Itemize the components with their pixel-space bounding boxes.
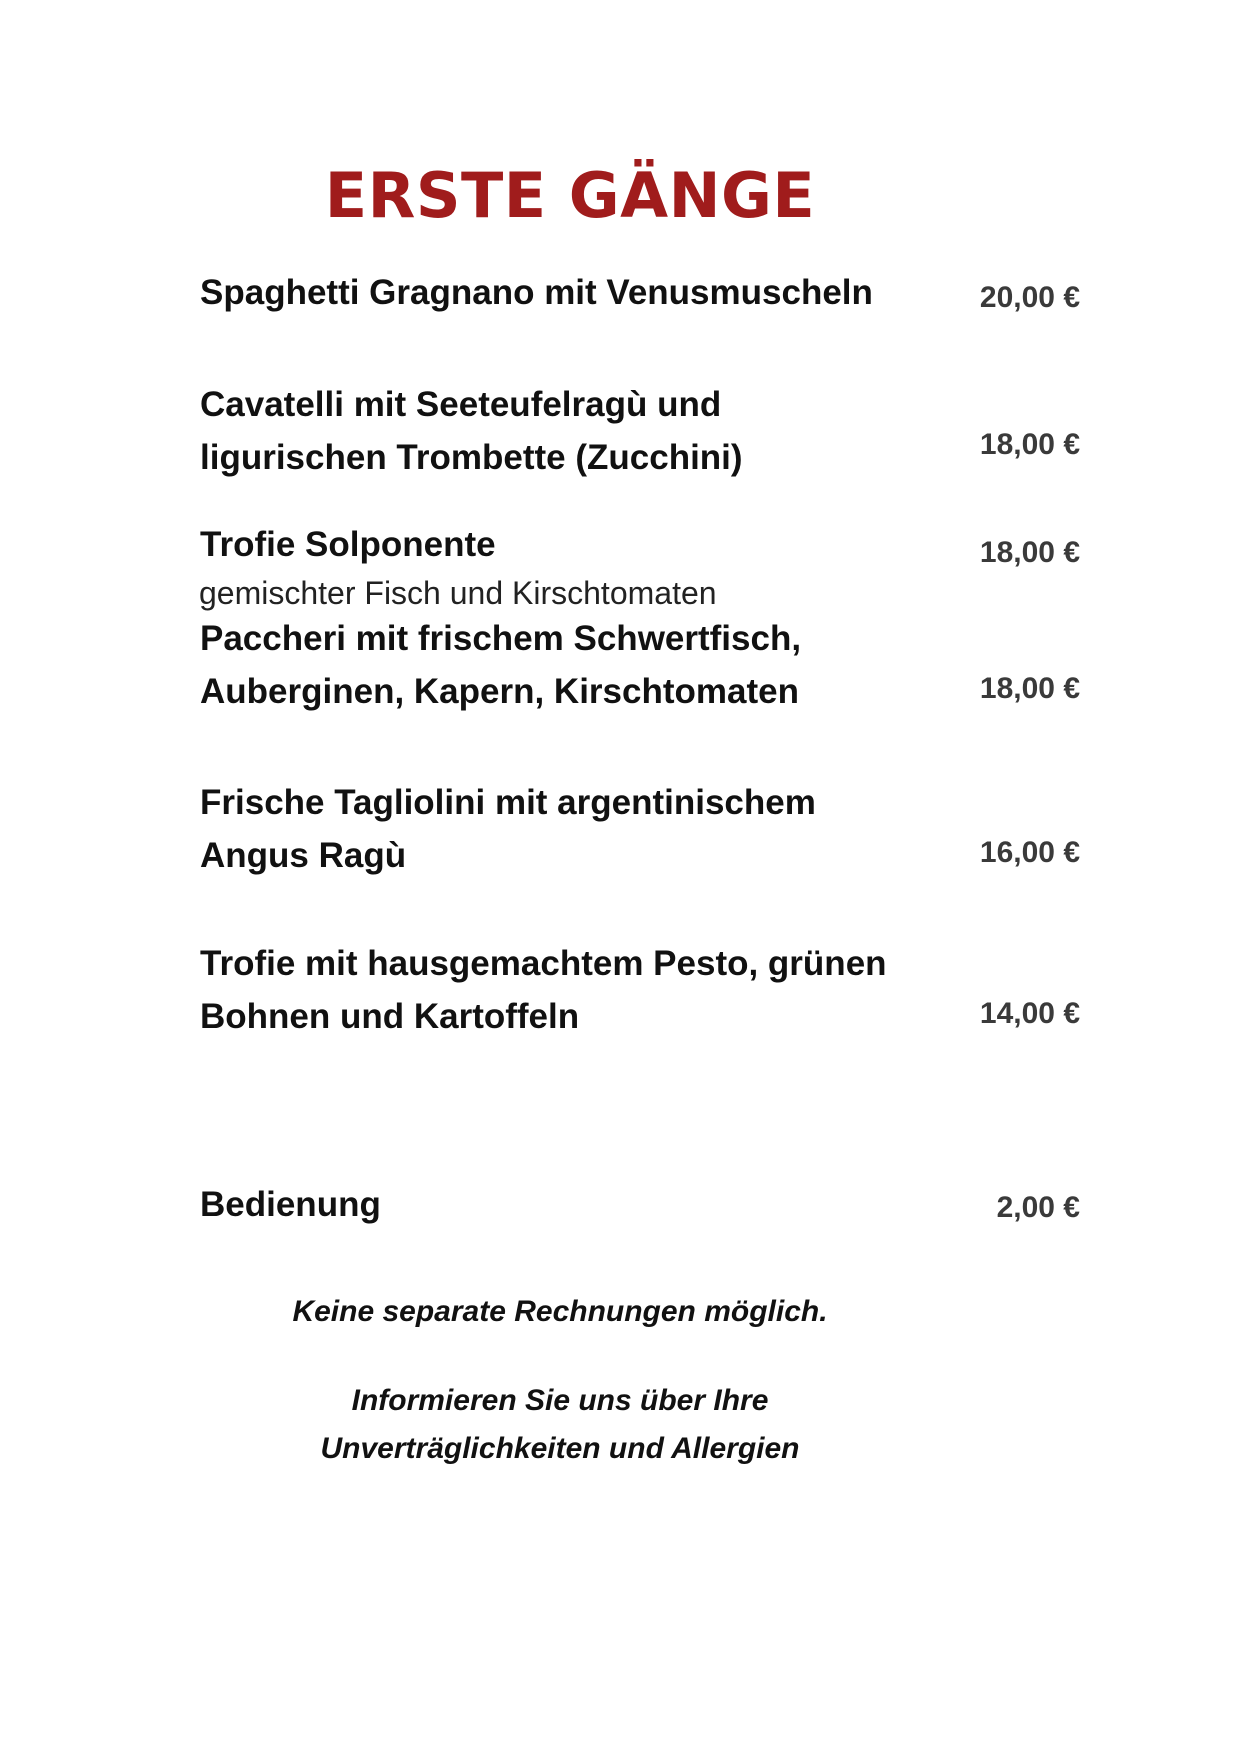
allergy-note: [160, 1377, 960, 1473]
dish-name-line: Cavatelli mit Seeteufelragù und: [200, 385, 722, 424]
service-label-text: Bedienung: [200, 1185, 381, 1224]
dish-price: 16,00 €: [979, 836, 1080, 869]
dish-description: gemischter Fisch und Kirschtomaten: [199, 575, 717, 611]
dish-name-line: Angus Ragù: [200, 836, 407, 875]
dish-price: 18,00 €: [979, 672, 1080, 705]
dish-name: [200, 378, 940, 484]
note-line: Unverträglichkeiten und Allergien: [320, 1432, 800, 1465]
dish-name-line: Auberginen, Kapern, Kirschtomaten: [200, 672, 799, 711]
dish-name: [200, 776, 940, 882]
dish-name: [200, 612, 940, 718]
dish-name-line: Trofie mit hausgemachtem Pesto, grünen: [200, 944, 887, 983]
note-line: Keine separate Rechnungen möglich.: [292, 1295, 828, 1328]
dish-name-line: ligurischen Trombette (Zucchini): [200, 438, 743, 477]
dish-price: 20,00 €: [979, 281, 1080, 314]
dish-name: [200, 266, 940, 319]
menu-title: ERSTE GÄNGE: [324, 159, 816, 232]
dish-name: [200, 937, 940, 1043]
dish-name-line: Paccheri mit frischem Schwertfisch,: [200, 619, 802, 658]
dish-name-line: Bohnen und Kartoffeln: [200, 997, 580, 1036]
note-line: Informieren Sie uns über Ihre: [351, 1384, 769, 1417]
dish-price: 18,00 €: [979, 428, 1080, 461]
service-label: [200, 1178, 940, 1231]
dish-name-line: Trofie Solponente: [200, 525, 496, 564]
dish-price: 18,00 €: [979, 536, 1080, 569]
dish-name: [200, 518, 940, 571]
dish-name-line: Frische Tagliolini mit argentinischem: [200, 783, 816, 822]
service-price: 2,00 €: [996, 1191, 1080, 1224]
dish-name-line: Spaghetti Gragnano mit Venusmuscheln: [200, 273, 873, 312]
dish-price: 14,00 €: [979, 997, 1080, 1030]
no-separate-bills-note: [160, 1288, 960, 1336]
